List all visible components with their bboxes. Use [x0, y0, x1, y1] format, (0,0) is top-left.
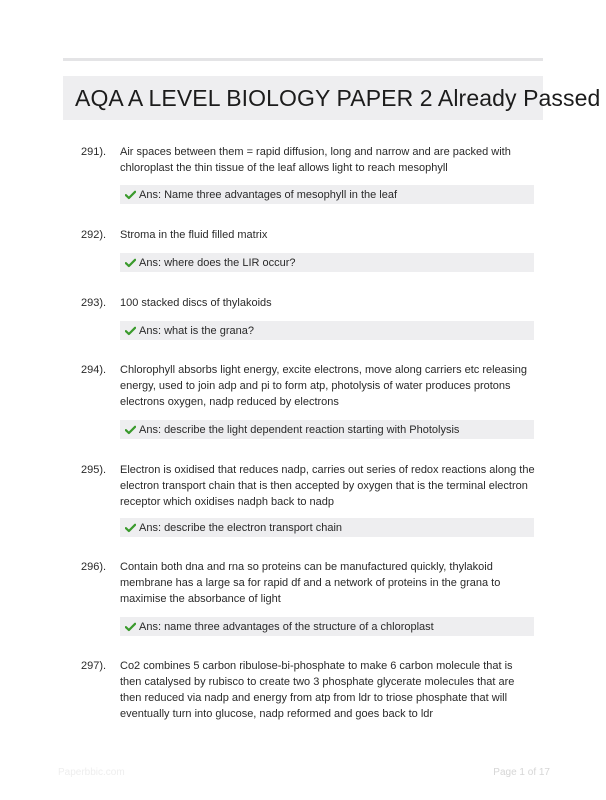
question-text: Stroma in the fluid filled matrix: [120, 229, 268, 241]
answer-box: [120, 518, 534, 537]
answer-text: Ans: Name three advantages of mesophyll in the leaf: [139, 188, 398, 201]
question-text: 100 stacked discs of thylakoids: [120, 297, 272, 309]
checkmark-icon: [125, 425, 136, 435]
question-text: Contain both dna and rna so proteins can be manufactured quickly, thylakoid membrane has a large sa for rapid df and a network of proteins in the grana to maximise the absorbance of light: [120, 561, 501, 605]
answer-box: [120, 420, 534, 439]
question-text: Air spaces between them = rapid diffusion, long and narrow and are packed with chloroplast the thin tissue of the leaf allows light to reach mesophyll: [120, 146, 511, 174]
question-number: 296).: [81, 561, 107, 573]
title-banner: [63, 76, 601, 120]
question-number: 293).: [81, 297, 107, 309]
answer-box: [120, 617, 534, 636]
checkmark-icon: [125, 326, 136, 336]
question-number: 291).: [81, 146, 107, 158]
checkmark-icon: [125, 190, 136, 200]
question-text: Electron is oxidised that reduces nadp, carries out series of redox reactions along the electron transport chain that is then accepted by oxygen that is the terminal electron receptor which oxidises nadph back to nadp: [120, 464, 535, 508]
question-text: Chlorophyll absorbs light energy, excite electrons, move along carriers etc releasing energy, used to join adp and pi to form atp, photolysis of water produces protons electrons oxygen, nadp reduced by electrons: [120, 364, 527, 408]
answer-text: Ans: describe the light dependent reaction starting with Photolysis: [139, 423, 460, 436]
answer-box: [120, 185, 534, 204]
answer-text: Ans: name three advantages of the structure of a chloroplast: [139, 620, 434, 633]
answer-box: [120, 253, 534, 272]
question-number: 294).: [81, 364, 107, 376]
answer-text: Ans: describe the electron transport chain: [139, 521, 343, 534]
footer-watermark: Paperbbic.com: [58, 767, 125, 778]
answer-box: [120, 321, 534, 340]
question-number: 297).: [81, 660, 107, 672]
checkmark-icon: [125, 258, 136, 268]
answer-text: Ans: what is the grana?: [139, 324, 254, 337]
answer-text: Ans: where does the LIR occur?: [139, 256, 296, 269]
top-divider: [63, 58, 543, 61]
checkmark-icon: [125, 523, 136, 533]
question-text: Co2 combines 5 carbon ribulose-bi-phosphate to make 6 carbon molecule that is then catalysed by rubisco to create two 3 phosphate glycerate molecules that are then reduced via nadp and energy from atp from ldr to triose phosphate that will eventually turn into glucose, nadp reformed and goes back to ldr: [120, 660, 515, 720]
question-number: 295).: [81, 464, 107, 476]
page-number: Page 1 of 17: [493, 767, 550, 778]
page-title: AQA A LEVEL BIOLOGY PAPER 2 Already Passed: [75, 84, 601, 111]
question-number: 292).: [81, 229, 107, 241]
checkmark-icon: [125, 622, 136, 632]
